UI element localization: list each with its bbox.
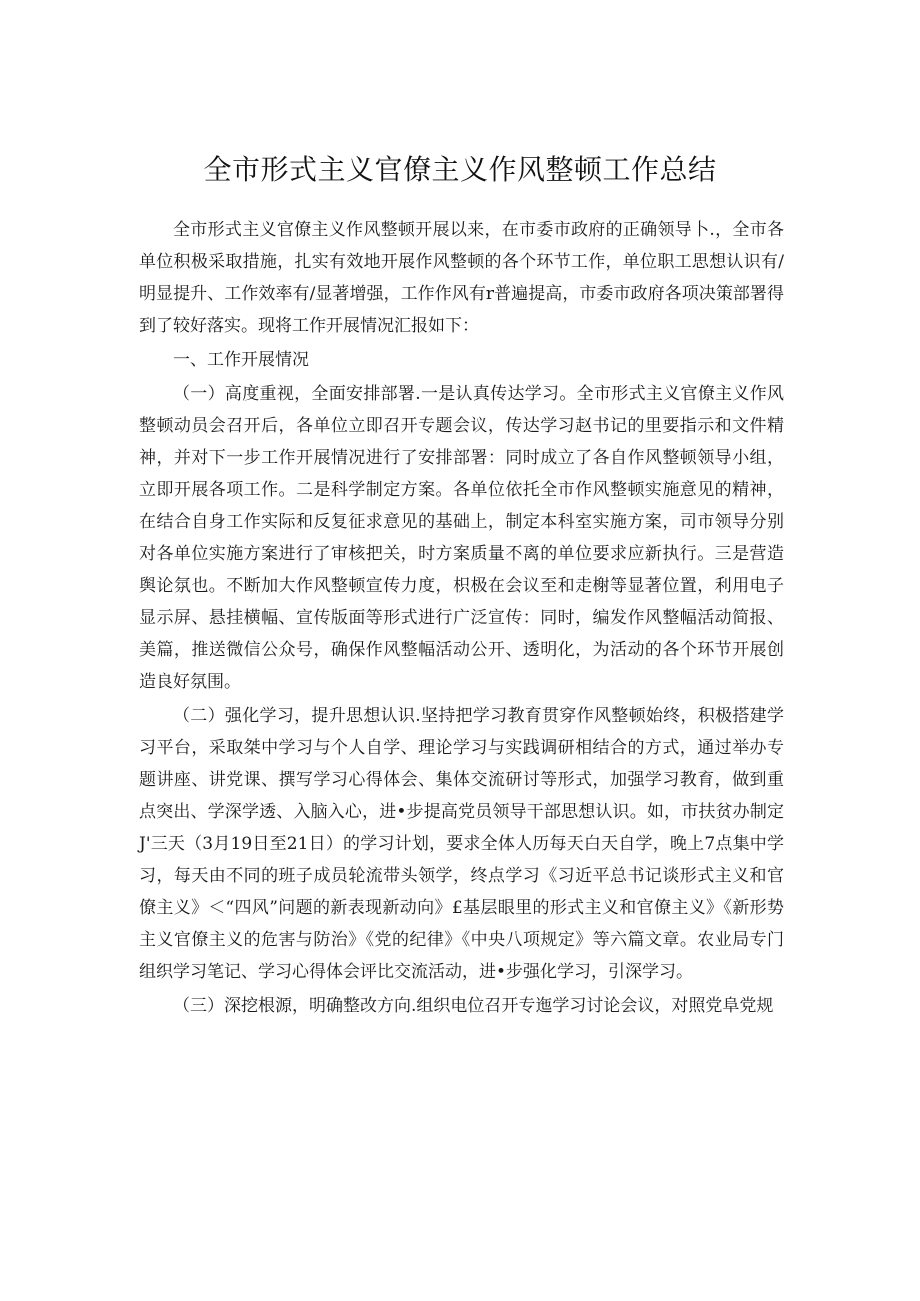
paragraph-subsection-3: （三）深挖根源，明确整改方向.组织电位召开专迤学习讨论会议，对照党阜党规 [173, 996, 774, 1016]
paragraph-subsection-1: （一）高度重视，全面安排部署.一是认真传达学习。全市形式主义官僚主义作风整顿动员会召开后，各单位立即召开专题会议，传达学习赵书记的里要指示和文件精神，并对下一步工作开展情况进行了安排部署：同时成立了各自作风整顿领导小组，立即开展各项工作。二是科学制定方案。各单位依托全市作风整顿实施意见的精神，在结合自身工作实际和反复征求意见的基础上，制定本科室实施方案，司市领导分别对各单位实施方案进行了审核把关，时方案质量不离的单位要求应新执行。三是营造舆论氛也。不断加大作风整顿宣传力度，枳极在会议至和走榭等显著位置，利用电子显示屏、悬挂横幅、宣传版面等形式进行广泛宣传：同时，编发作风整幅活动简报、美篇，推送微信公众号，确保作风整幅活动公开、透明化，为活动的各个环节开展创造良好氛围。 [139, 384, 784, 692]
paragraph-subsection-2: （二）强化学习，提升思想认识.坚持把学习教育贯穿作风整顿始终，积极搭建学习平台，采取桀中学习与个人自学、理论学习与实践调研相结合的方式，通过举办专题讲座、讲党课、撰写学习心得体会、集体交流研讨等形式，加强学习教育，做到重点突出、学深学透、入脑入心，进•步提高党员领导干部思想认识。如，市扶贫办制定J'三天（3月19日至21日）的学习计划，要求全体人历每天白天自学，晚上7点集中学习，每天由不同的班子成员轮流带头领学，终点学习《习近平总书记谈形式主义和官僚主义》＜“四风”问题的新表现新动向》£基层眼里的形式主义和官僚主义》《新形势主义官僚主义的危害与防治》《党的纪律》《中央八项规定》等六篇文章。农业局专门组织学习笔记、学习心得体会评比交流活动，进•步强化学习，引深学习。 [139, 706, 784, 982]
section-heading-1: 一、工作开展情况 [173, 350, 309, 370]
paragraph-intro: 全市形式主义官僚主义作风整顿开展以来，在市委市政府的正确领导卜.，全市各单位积极采取措施，扎实有效地开展作风整顿的各个环节工作，单位职工思想认识有/明显提升、工作效率有/显著增强，工作作风有r普遍提高，市委市政府各项决策部署得到了较好落实。现将工作开展情况汇报如下： [139, 220, 784, 336]
document-title: 全市形式主义官僚主义作风整顿工作总结 [203, 153, 717, 186]
document-body [139, 214, 784, 1022]
